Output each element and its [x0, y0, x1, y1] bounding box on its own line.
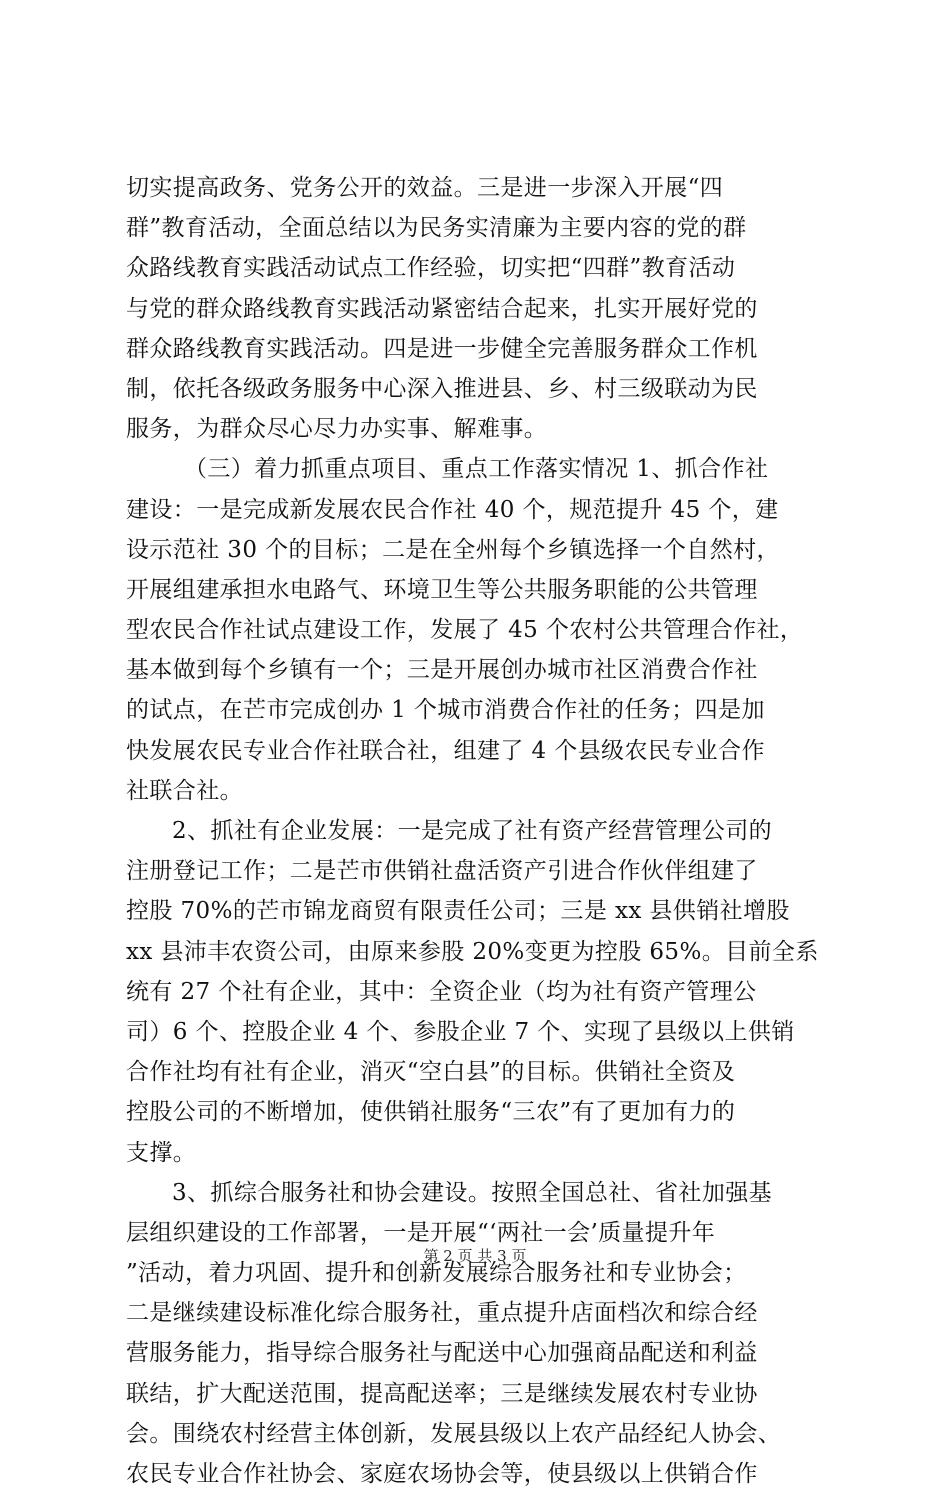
- page-footer: 第 2 页 共 3 页: [423, 1247, 527, 1265]
- text-line: 开展组建承担水电路气、环境卫生等公共服务职能的公共管理: [126, 576, 758, 603]
- text-line: 型农民合作社试点建设工作，发展了 45 个农村公共管理合作社，: [126, 617, 804, 644]
- text-line: 注册登记工作；二是芒市供销社盘活资产引进合作伙伴组建了: [126, 858, 758, 885]
- text-line: 农民专业合作社协会、家庭农场协会等，使县级以上供销合作: [126, 1461, 758, 1487]
- text-line: 建设：一是完成新发展农民合作社 40 个，规范提升 45 个，建: [126, 496, 779, 523]
- text-line: 社联合社。: [126, 777, 243, 804]
- text-line: 服务，为群众尽心尽力办实事、解难事。: [126, 416, 548, 443]
- text-line: 群众路线教育实践活动。四是进一步健全完善服务群众工作机: [126, 335, 758, 362]
- text-line: 合作社均有社有企业，消灭“空白县”的目标。供销社全资及: [126, 1059, 736, 1086]
- text-line: 统有 27 个社有企业，其中：全资企业（均为社有资产管理公: [126, 978, 757, 1005]
- text-line: 众路线教育实践活动试点工作经验，切实把“四群”教育活动: [126, 255, 736, 282]
- text-line: 营服务能力，指导综合服务社与配送中心加强商品配送和利益: [126, 1340, 758, 1367]
- text-line: 快发展农民专业合作社联合社，组建了 4 个县级农民专业合作: [126, 737, 765, 764]
- text-line: 控股公司的不断增加，使供销社服务“三农”有了更加有力的: [126, 1099, 736, 1126]
- text-line: 3、抓综合服务社和协会建设。按照全国总社、省社加强基: [172, 1179, 773, 1206]
- text-line: xx 县沛丰农资公司，由原来参股 20%变更为控股 65%。目前全系: [126, 938, 819, 965]
- text-line: 司）6 个、控股企业 4 个、参股企业 7 个、实现了县级以上供销: [126, 1018, 795, 1045]
- text-line: 支撑。: [126, 1139, 197, 1166]
- text-line: 层组织建设的工作部署，一是开展“‘两社一会’质量提升年: [126, 1219, 716, 1246]
- text-line: 2、抓社有企业发展：一是完成了社有资产经营管理公司的: [172, 818, 773, 844]
- text-line: （三）着力抓重点项目、重点工作落实情况 1、抓合作社: [184, 456, 769, 483]
- text-line: 设示范社 30 个的目标；二是在全州每个乡镇选择一个自然村，: [126, 536, 780, 563]
- text-line: 基本做到每个乡镇有一个；三是开展创办城市社区消费合作社: [126, 657, 758, 684]
- text-line: 会。围绕农村经营主体创新，发展县级以上农产品经纪人协会、: [126, 1420, 782, 1447]
- text-line: 二是继续建设标准化综合服务社，重点提升店面档次和综合经: [126, 1300, 758, 1327]
- text-line: 与党的群众路线教育实践活动紧密结合起来，扎实开展好党的: [126, 295, 758, 322]
- text-line: 的试点，在芒市完成创办 1 个城市消费合作社的任务；四是加: [126, 697, 765, 724]
- text-line: ”活动，着力巩固、提升和创新发展综合服务社和专业协会；: [126, 1260, 747, 1287]
- text-line: 切实提高政务、党务公开的效益。三是进一步深入开展“四: [126, 175, 724, 201]
- text-line: 控股 70%的芒市锦龙商贸有限责任公司；三是 xx 县供销社增股: [126, 898, 790, 925]
- text-line: 制，依托各级政务服务中心深入推进县、乡、村三级联动为民: [126, 375, 758, 402]
- text-line: 群”教育活动，全面总结以为民务实清廉为主要内容的党的群: [126, 215, 747, 242]
- document-body: [126, 168, 838, 1494]
- text-line: 联结，扩大配送范围，提高配送率；三是继续发展农村专业协: [126, 1380, 758, 1407]
